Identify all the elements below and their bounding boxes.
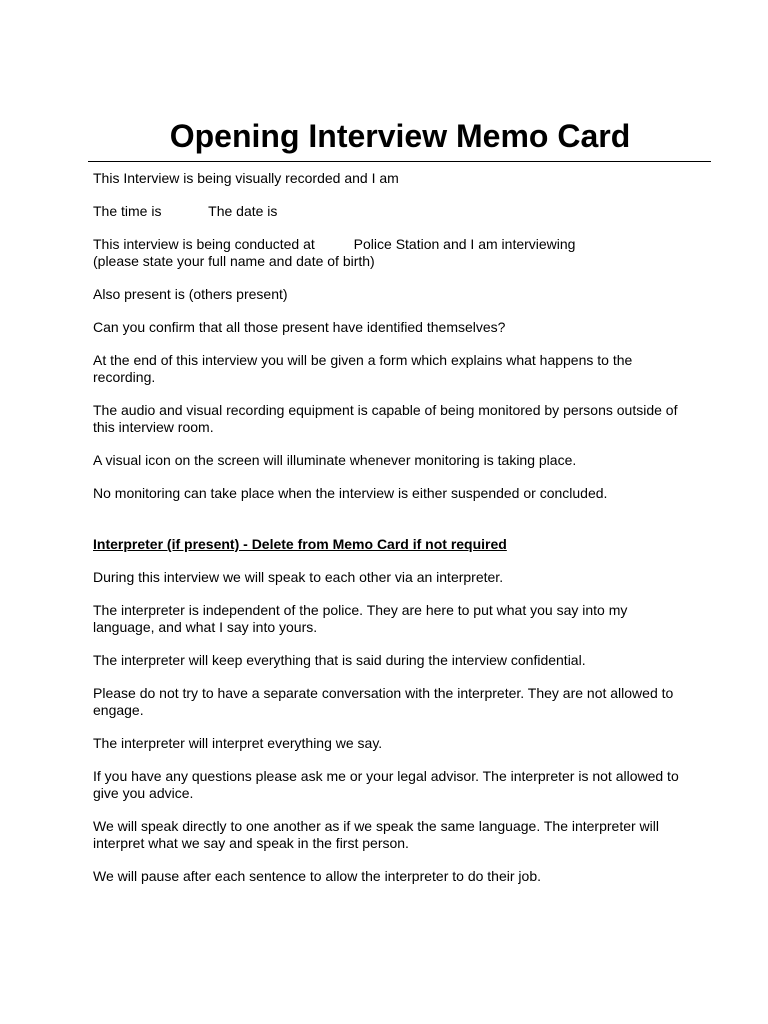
- title-underline-divider: [88, 161, 711, 162]
- interpreter-paragraph-separate-conversation: Please do not try to have a separate conversation with the interpreter. They are not allowed to engage.: [93, 685, 678, 718]
- interpreter-paragraph-via: During this interview we will speak to each other via an interpreter.: [93, 569, 504, 585]
- intro-paragraph-visual-icon: A visual icon on the screen will illuminate whenever monitoring is taking place.: [93, 452, 577, 468]
- intro-paragraph-no-monitoring: No monitoring can take place when the interview is either suspended or concluded.: [93, 485, 608, 501]
- page-title: Opening Interview Memo Card: [169, 118, 631, 154]
- intro-paragraph-recording: This Interview is being visually recorded and I am: [93, 170, 399, 186]
- document-body: [93, 170, 683, 901]
- interpreter-paragraph-independent: The interpreter is independent of the police. They are here to put what you say into my language, and what I say into yours.: [93, 602, 632, 635]
- interpreter-paragraph-questions: If you have any questions please ask me or your legal advisor. The interpreter is not allowed to give you advice.: [93, 768, 683, 801]
- interpreter-section-heading: Interpreter (if present) - Delete from Memo Card if not required: [93, 536, 507, 552]
- intro-paragraph-others-present: Also present is (others present): [93, 286, 288, 302]
- interpreter-paragraph-speak-directly: We will speak directly to one another as if we speak the same language. The interpreter will interpret what we say and speak in the first person.: [93, 818, 663, 851]
- intro-paragraph-form: At the end of this interview you will be given a form which explains what happens to the recording.: [93, 352, 637, 385]
- interpreter-paragraph-pause: We will pause after each sentence to allow the interpreter to do their job.: [93, 868, 541, 884]
- interpreter-paragraph-confidential: The interpreter will keep everything that is said during the interview confidential.: [93, 652, 586, 668]
- intro-paragraph-confirm-identified: Can you confirm that all those present have identified themselves?: [93, 319, 506, 335]
- intro-paragraph-time-date: The time is The date is: [93, 203, 278, 219]
- intro-paragraph-location: This interview is being conducted at Police Station and I am interviewing (please state your full name and date of birth): [93, 236, 576, 269]
- intro-paragraph-monitoring-capable: The audio and visual recording equipment is capable of being monitored by persons outside of this interview room.: [93, 402, 682, 435]
- interpreter-paragraph-interpret-everything: The interpreter will interpret everything we say.: [93, 735, 383, 751]
